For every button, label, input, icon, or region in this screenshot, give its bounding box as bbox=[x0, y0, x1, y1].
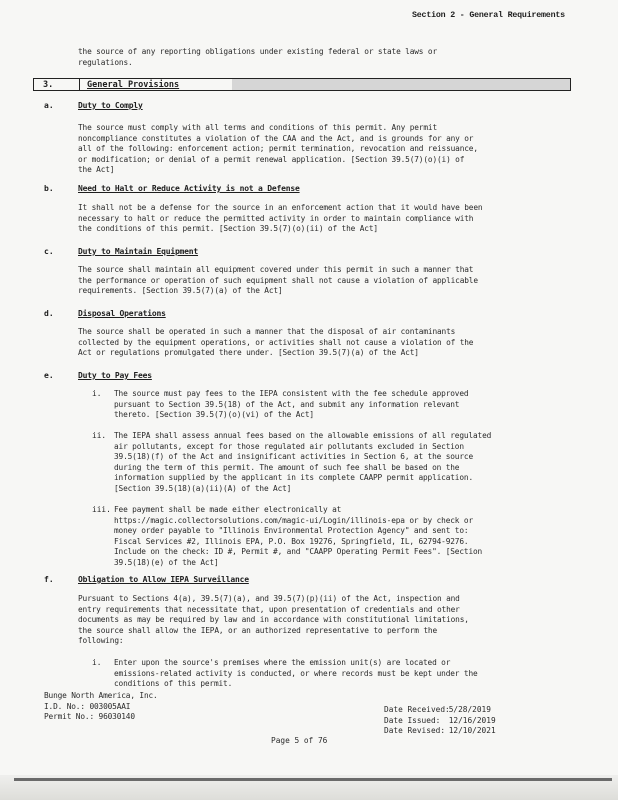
footer-permit-number: Permit No.: 96030140 bbox=[44, 712, 135, 721]
text-line: money order payable to "Illinois Environmental Protection Agency" and sent to: bbox=[114, 526, 469, 535]
section-title: General Provisions bbox=[87, 80, 180, 90]
date-label: Date Revised: bbox=[384, 726, 446, 735]
footer-id-number: I.D. No.: 003005AAI bbox=[44, 701, 131, 711]
text-line: information supplied by the applicant in its complete CAAPP permit application. bbox=[114, 473, 473, 482]
footer-left bbox=[44, 691, 158, 723]
item-heading-pay-fees: Duty to Pay Fees bbox=[78, 371, 152, 380]
date-value: 12/10/2021 bbox=[448, 726, 496, 735]
subitem-numeral: i. bbox=[92, 389, 102, 398]
item-paragraph bbox=[78, 327, 473, 359]
item-paragraph bbox=[78, 594, 469, 647]
text-line: Pursuant to Sections 4(a), 39.5(7)(a), and 39.5(7)(p)(ii) of the Act, inspection and bbox=[78, 594, 460, 603]
item-letter: e. bbox=[44, 371, 54, 380]
date-issued-row bbox=[384, 716, 496, 727]
item-heading-maintain-equipment: Duty to Maintain Equipment bbox=[78, 247, 199, 256]
section-divider bbox=[79, 78, 80, 91]
scan-edge-line bbox=[14, 778, 612, 781]
section-number: 3. bbox=[43, 80, 54, 90]
date-received-row bbox=[384, 705, 496, 716]
text-line: the Act] bbox=[78, 165, 115, 174]
footer-dates bbox=[384, 705, 496, 737]
intro-paragraph bbox=[78, 47, 437, 68]
subitem-paragraph bbox=[114, 658, 478, 690]
text-line: 39.5(18)(f) of the Act and insignificant activities in Section 6, at the source bbox=[114, 452, 473, 461]
item-heading-iepa-surveillance: Obligation to Allow IEPA Surveillance bbox=[78, 575, 249, 584]
subitem-numeral: iii. bbox=[92, 505, 111, 514]
text-line: noncompliance constitutes a violation of the CAA and the Act, and is grounds for any or bbox=[78, 133, 474, 143]
date-revised-row bbox=[384, 726, 496, 737]
page-number: Page 5 of 76 bbox=[271, 736, 328, 745]
text-line: air pollutants, except for those regulated air pollutants excluded in Section bbox=[114, 441, 464, 451]
text-line: requirements. [Section 39.5(7)(a) of the Act] bbox=[78, 286, 283, 295]
subitem-numeral: i. bbox=[92, 658, 102, 667]
text-line: entry requirements that necessitate that, upon presentation of credentials and other bbox=[78, 604, 460, 614]
text-line: emissions-related activity is conducted, or where records must be kept under the bbox=[114, 668, 478, 678]
text-line: The source shall maintain all equipment covered under this permit in such a manner that bbox=[78, 265, 474, 274]
subitem-paragraph bbox=[114, 431, 491, 494]
text-line: the conditions of this permit. [Section 39.5(7)(o)(ii) of the Act] bbox=[78, 224, 378, 233]
text-line: Enter upon the source's premises where the emission unit(s) are located or bbox=[114, 658, 451, 667]
item-paragraph bbox=[78, 123, 478, 176]
text-line: documents as may be required by law and in accordance with constitutional limitations, bbox=[78, 615, 469, 624]
item-heading-need-to-halt: Need to Halt or Reduce Activity is not a Defense bbox=[78, 184, 300, 193]
text-line: It shall not be a defense for the source in an enforcement action that it would have been bbox=[78, 203, 483, 212]
text-line: the source of any reporting obligations under existing federal or state laws or bbox=[78, 47, 437, 56]
text-line: Act or regulations promulgated there under. [Section 39.5(7)(a) of the Act] bbox=[78, 348, 419, 357]
date-value: 12/16/2019 bbox=[448, 715, 496, 725]
subitem-paragraph bbox=[114, 505, 482, 568]
item-letter: c. bbox=[44, 247, 54, 256]
date-label: Date Issued: bbox=[384, 715, 441, 725]
text-line: The source must comply with all terms and conditions of this permit. Any permit bbox=[78, 123, 437, 132]
text-line: Fiscal Services #2, Illinois EPA, P.O. Box 19276, Springfield, IL, 62794-9276. bbox=[114, 536, 469, 546]
footer-company: Bunge North America, Inc. bbox=[44, 691, 158, 700]
text-line: necessary to halt or reduce the permitted activity in order to maintain compliance with bbox=[78, 213, 474, 223]
payment-link[interactable]: https://magic.collectorsolutions.com/magic-ui/Login/illinois-epa or by check or bbox=[114, 515, 473, 525]
item-letter: a. bbox=[44, 101, 54, 110]
text-line: or modification; or denial of a permit renewal application. [Section 39.5(7)(o)(i) of bbox=[78, 154, 465, 164]
date-label: Date Received: bbox=[384, 705, 450, 714]
subitem-numeral: ii. bbox=[92, 431, 107, 440]
text-line: Fee payment shall be made either electronically at bbox=[114, 505, 342, 514]
running-header: Section 2 - General Requirements bbox=[412, 11, 565, 20]
item-heading-duty-to-comply: Duty to Comply bbox=[78, 101, 143, 110]
section-heading-box bbox=[33, 78, 571, 91]
item-letter: f. bbox=[44, 575, 54, 584]
text-line: the source shall allow the IEPA, or an authorized representative to perform the bbox=[78, 625, 437, 635]
text-line: the performance or operation of such equipment shall not cause a violation of applicable bbox=[78, 275, 478, 285]
text-line: all of the following: enforcement action; permit termination, revocation and reissuance, bbox=[78, 144, 478, 153]
subitem-paragraph bbox=[114, 389, 468, 421]
text-line: conditions of this permit. bbox=[114, 679, 233, 688]
item-heading-disposal-operations: Disposal Operations bbox=[78, 309, 166, 318]
item-paragraph bbox=[78, 265, 478, 297]
text-line: collected by the equipment operations, or activities shall not cause a violation of the bbox=[78, 337, 474, 347]
text-line: thereto. [Section 39.5(7)(o)(vi) of the Act] bbox=[114, 410, 314, 419]
section-shading bbox=[232, 79, 570, 90]
text-line: regulations. bbox=[78, 57, 133, 67]
date-value: 5/28/2019 bbox=[448, 705, 491, 714]
item-letter: b. bbox=[44, 184, 54, 193]
text-line: pursuant to Section 39.5(18) of the Act, and submit any information relevant bbox=[114, 399, 460, 409]
text-line: 39.5(18)(e) of the Act] bbox=[114, 557, 219, 567]
text-line: The IEPA shall assess annual fees based on the allowable emissions of all regulated bbox=[114, 431, 492, 440]
item-letter: d. bbox=[44, 309, 54, 318]
text-line: during the term of this permit. The amount of such fee shall be based on the bbox=[114, 462, 460, 472]
text-line: following: bbox=[78, 636, 124, 645]
text-line: [Section 39.5(18)(a)(ii)(A) of the Act] bbox=[114, 483, 292, 493]
item-paragraph bbox=[78, 203, 482, 235]
text-line: Include on the check: ID #, Permit #, and "CAAPP Operating Permit Fees". [Section bbox=[114, 547, 483, 556]
text-line: The source must pay fees to the IEPA consistent with the fee schedule approved bbox=[114, 389, 469, 398]
text-line: The source shall be operated in such a manner that the disposal of air contaminants bbox=[78, 327, 456, 336]
